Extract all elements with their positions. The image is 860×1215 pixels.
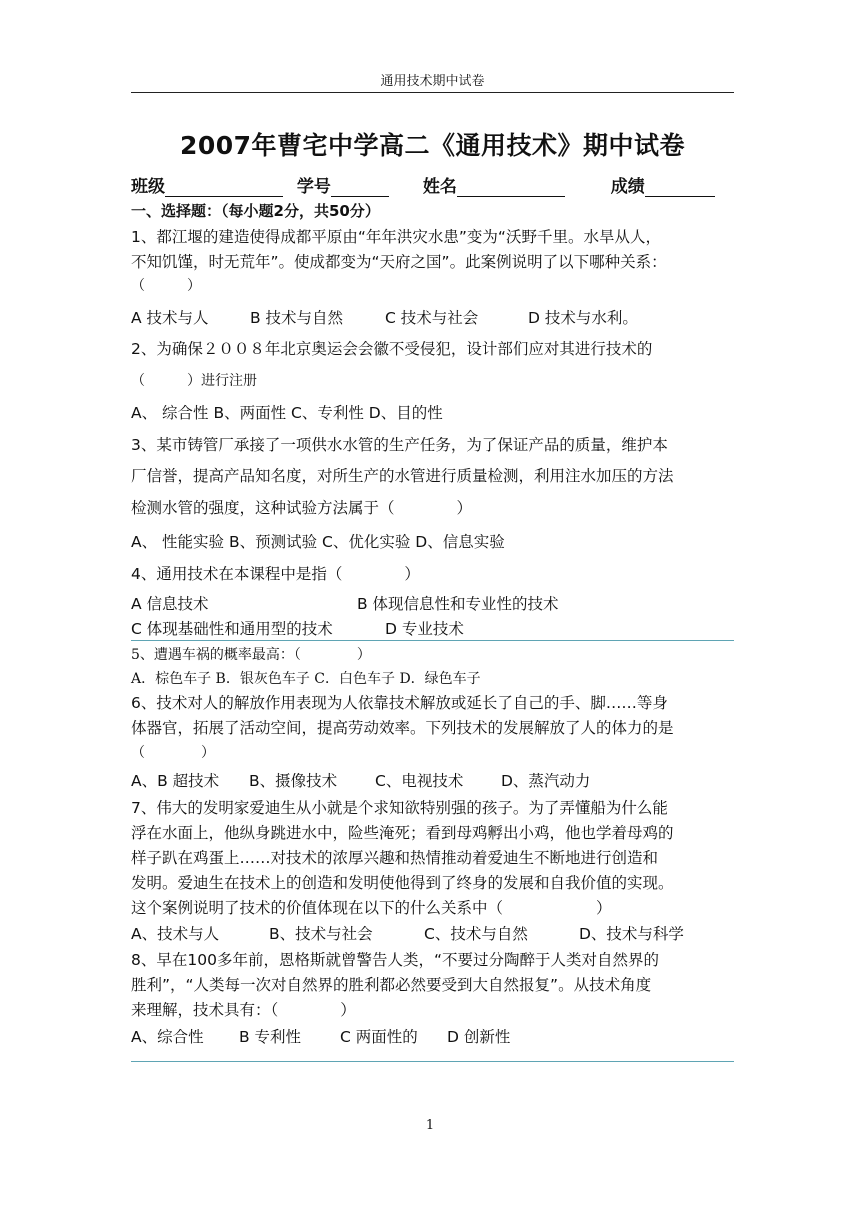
q5-options: A．棕色车子 B．银灰色车子 C．白色车子 D．绿色车子 (131, 671, 481, 687)
q2-line: 2、为确保２００８年北京奥运会会徽不受侵犯，设计部们应对其进行技术的 (131, 340, 653, 358)
q1-answer-blank: （ ） (131, 278, 201, 294)
score-blank[interactable] (645, 178, 715, 197)
q8-line: 来理解，技术具有：（ ） (131, 1001, 356, 1019)
q1-option-a: A 技术与人 (131, 309, 209, 327)
exam-title: 2007年曹宅中学高二《通用技术》期中试卷 (179, 131, 686, 160)
q7-line: 7、伟大的发明家爱迪生从小就是个求知欲特别强的孩子。为了弄懂船为什么能 (131, 799, 668, 817)
running-header: 通用技术期中试卷 (380, 74, 485, 89)
page-number: 1 (425, 1118, 435, 1133)
q1-line: 不知饥馑，时无荒年”。使成都变为“天府之国”。此案例说明了以下哪种关系： (131, 253, 667, 271)
q4-option-a: A 信息技术 (131, 595, 209, 613)
student-info-row (131, 172, 715, 197)
q5-line: 5、遭遇车祸的概率最高：（ ） (131, 647, 371, 663)
name-label: 姓名 (422, 177, 457, 197)
q4-option-b: B 体现信息性和专业性的技术 (357, 595, 559, 613)
q7-option-a: A、技术与人 (131, 925, 220, 943)
q4-line: 4、通用技术在本课程中是指（ ） (131, 565, 420, 583)
q6-option-a: A、B 超技术 (131, 772, 220, 790)
section-divider (131, 640, 734, 641)
section-divider (131, 1061, 734, 1062)
score-label: 成绩 (610, 177, 645, 197)
q7-line: 发明。爱迪生在技术上的创造和发明使他得到了终身的发展和自我价值的实现。 (131, 874, 674, 892)
name-blank[interactable] (457, 178, 565, 197)
q6-option-c: C、电视技术 (375, 772, 464, 790)
student-id-blank[interactable] (331, 178, 389, 197)
section-heading: 一、选择题：（每小题2分，共50分） (131, 202, 380, 220)
q7-option-d: D、技术与科学 (579, 925, 684, 943)
q8-option-d: D 创新性 (447, 1028, 511, 1046)
q1-option-b: B 技术与自然 (250, 309, 344, 327)
q8-option-c: C 两面性的 (340, 1028, 418, 1046)
q7-option-b: B、技术与社会 (269, 925, 373, 943)
q1-option-c: C 技术与社会 (385, 309, 479, 327)
q6-line: 体器官，拓展了活动空间，提高劳动效率。下列技术的发展解放了人的体力的是 (131, 719, 674, 737)
q7-line: 这个案例说明了技术的价值体现在以下的什么关系中（ ） (131, 899, 612, 917)
q6-line: 6、技术对人的解放作用表现为人依靠技术解放或延长了自己的手、脚……等身 (131, 694, 668, 712)
class-blank[interactable] (165, 178, 283, 197)
q6-option-d: D、蒸汽动力 (501, 772, 591, 790)
q8-option-a: A、综合性 (131, 1028, 204, 1046)
q4-option-d: D 专业技术 (385, 620, 464, 638)
q8-line: 胜利”，“人类每一次对自然界的胜利都必然要受到大自然报复”。从技术角度 (131, 976, 652, 994)
q3-line: 厂信誉，提高产品知名度，对所生产的水管进行质量检测，利用注水加压的方法 (131, 467, 674, 485)
student-id-label: 学号 (296, 177, 331, 197)
q8-option-b: B 专利性 (239, 1028, 302, 1046)
q8-line: 8、早在100多年前，恩格斯就曾警告人类，“不要过分陶醉于人类对自然界的 (131, 951, 659, 969)
q7-option-c: C、技术与自然 (424, 925, 528, 943)
q2-line: （ ）进行注册 (131, 373, 257, 389)
class-label: 班级 (131, 177, 165, 197)
q1-option-d: D 技术与水利。 (528, 309, 638, 327)
q3-line: 检测水管的强度，这种试验方法属于（ ） (131, 499, 473, 517)
q3-options: A、 性能实验 B、预测试验 C、优化实验 D、信息实验 (131, 533, 505, 551)
q1-line: 1、都江堰的建造使得成都平原由“年年洪灾水患”变为“沃野千里。水旱从人， (131, 228, 661, 246)
q3-line: 3、某市铸管厂承接了一项供水水管的生产任务，为了保证产品的质量，维护本 (131, 436, 668, 454)
q4-option-c: C 体现基础性和通用型的技术 (131, 620, 333, 638)
q7-line: 样子趴在鸡蛋上……对技术的浓厚兴趣和热情推动着爱迪生不断地进行创造和 (131, 849, 659, 867)
q2-options: A、 综合性 B、两面性 C、专利性 D、目的性 (131, 404, 443, 422)
header-rule (131, 92, 734, 93)
q6-option-b: B、摄像技术 (249, 772, 338, 790)
q7-line: 浮在水面上，他纵身跳进水中，险些淹死；看到母鸡孵出小鸡，他也学着母鸡的 (131, 824, 674, 842)
q6-answer-blank: （ ） (131, 745, 215, 761)
